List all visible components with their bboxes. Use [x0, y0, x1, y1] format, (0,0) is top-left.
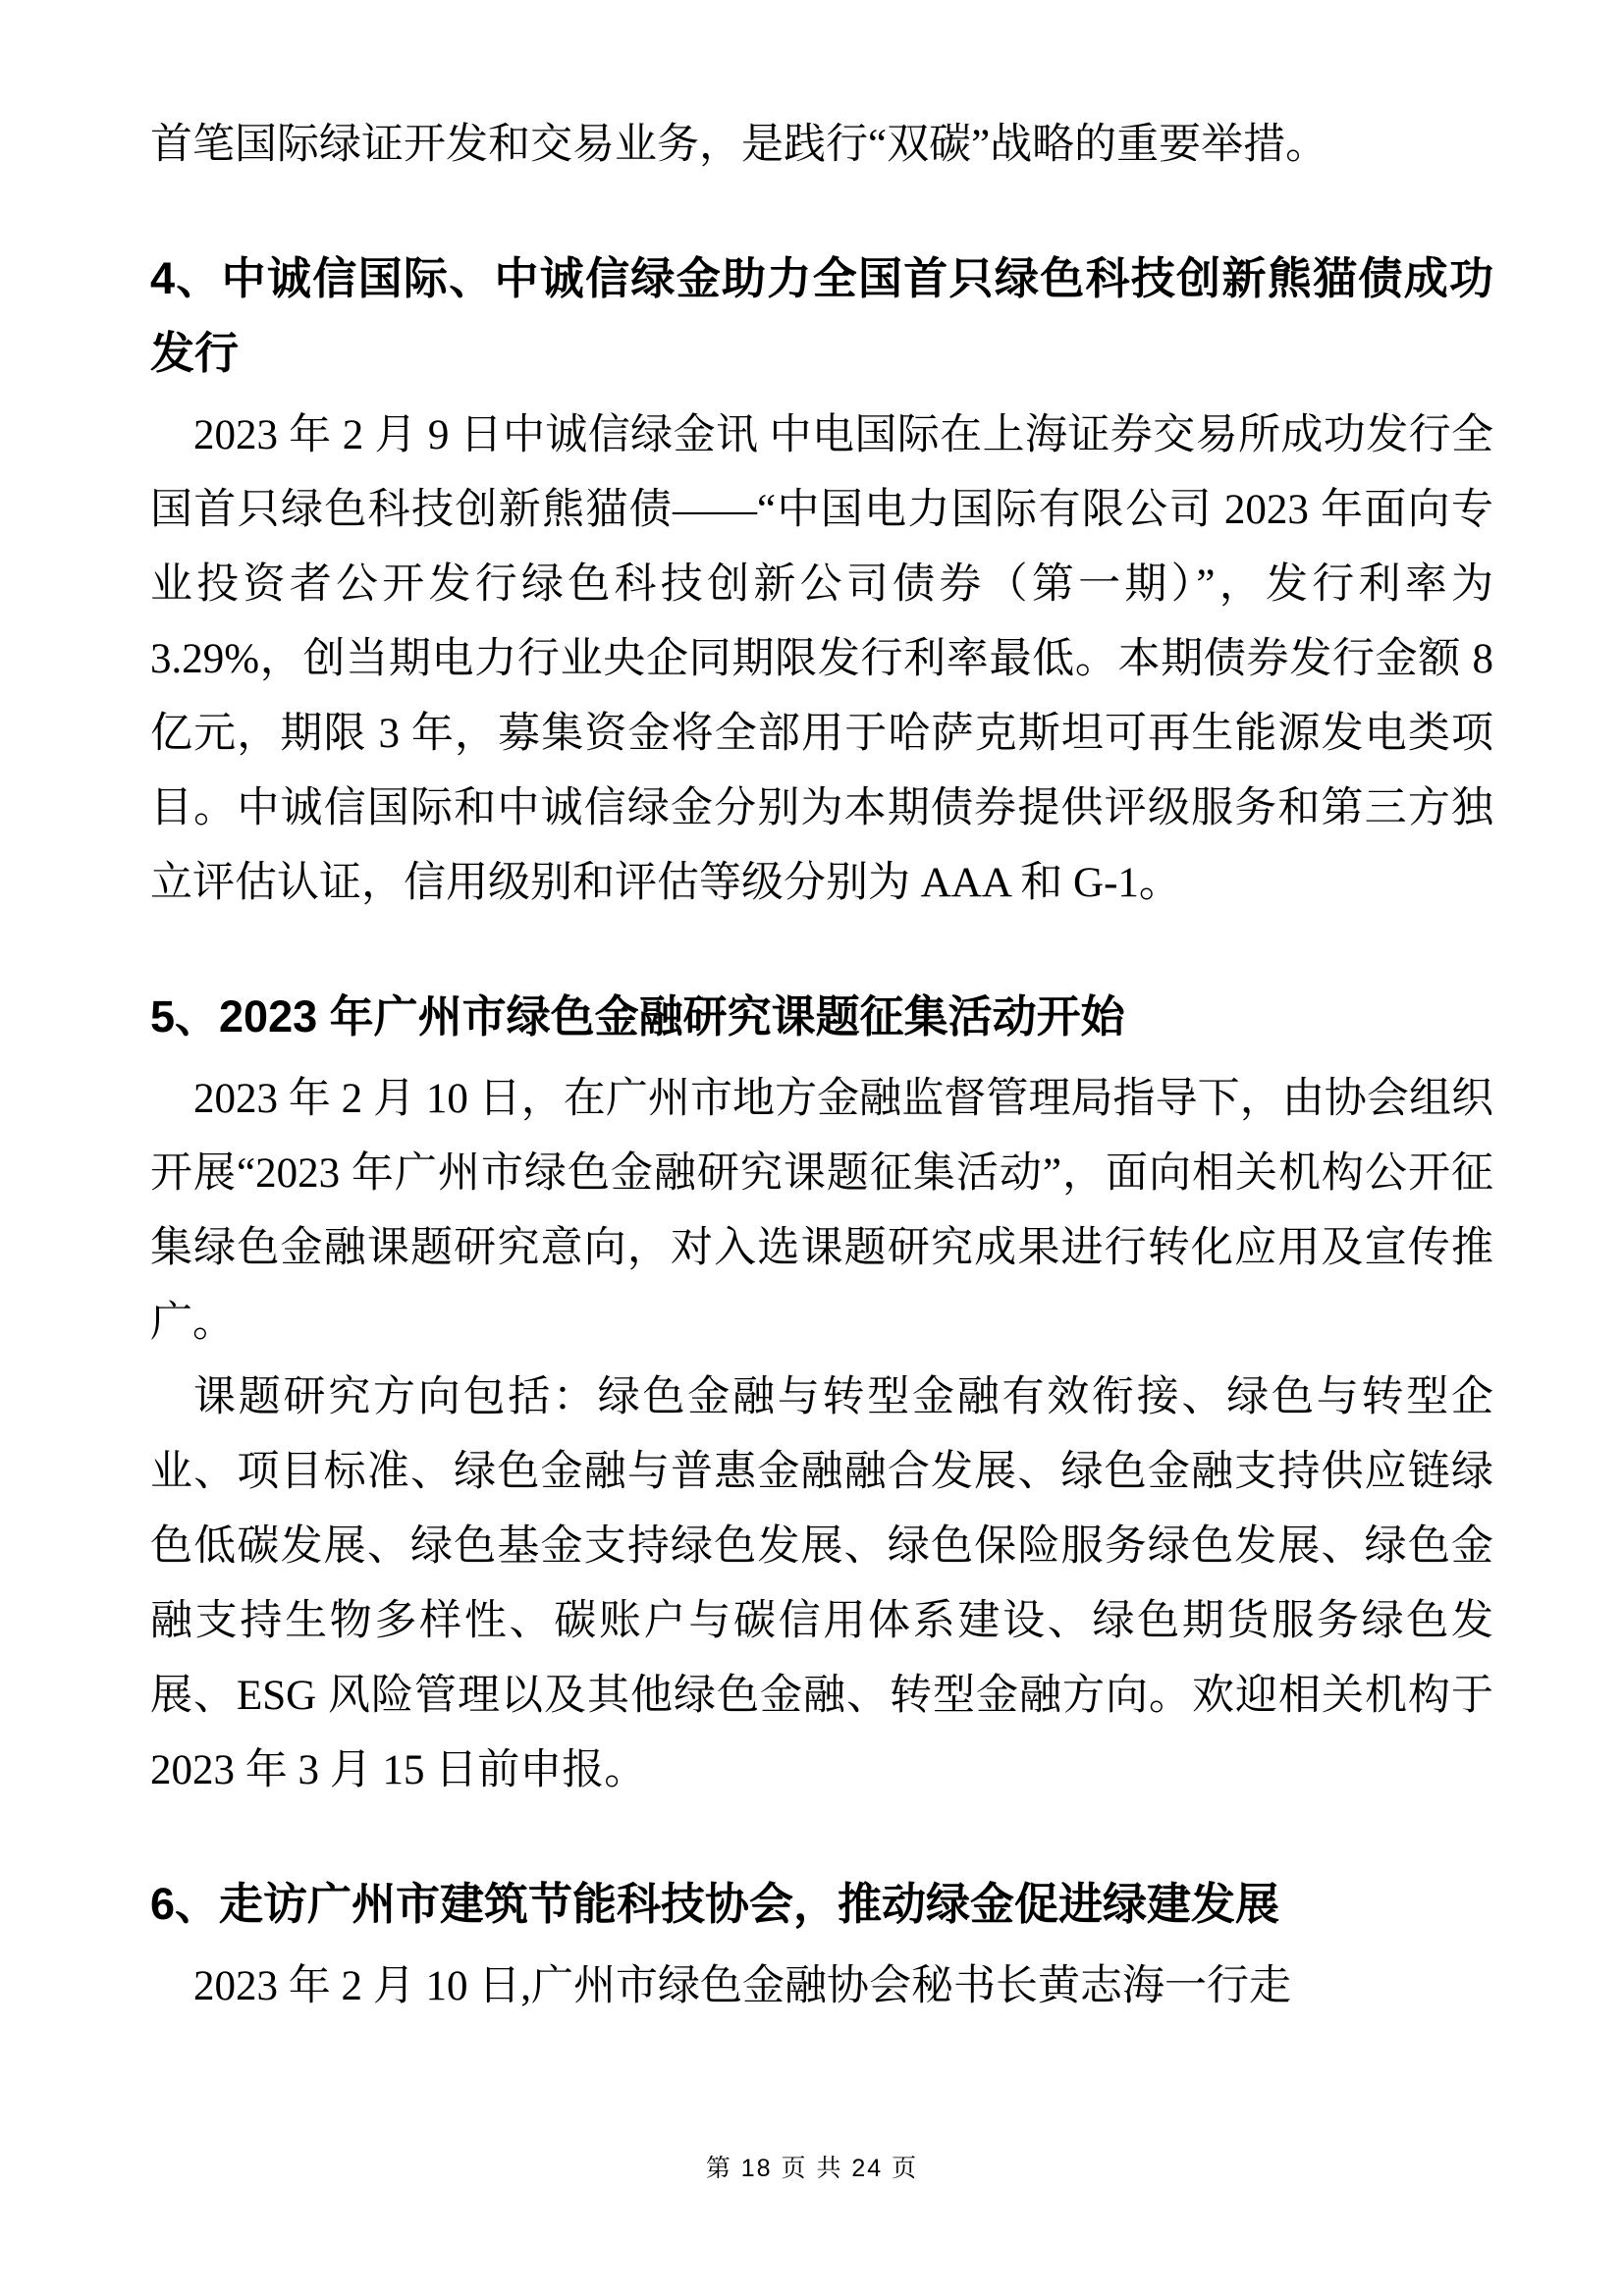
section-heading: 6、走访广州市建筑节能科技协会，推动绿金促进绿建发展 — [150, 1879, 1280, 1929]
page-footer: 第 18 页 共 24 页 — [705, 2155, 919, 2182]
body-paragraph: 课题研究方向包括：绿色金融与转型金融有效衔接、绿色与转型企业、项目标准、绿色金融与普惠金融融合发展、绿色金融支持供应链绿色低碳发展、绿色基金支持绿色发展、绿色保险服务绿色发展、绿色金融支持生物多样性、碳账户与碳信用体系建设、绿色期货服务绿色发展、ESG 风险管理以及其他绿色金融、转型金融方向。欢迎相关机构于 2023 年 3 月 15 日前申报。 — [150, 1374, 1493, 1793]
body-paragraph: 2023 年 2 月 10 日,广州市绿色金融协会秘书长黄志海一行走 — [193, 1963, 1291, 2009]
section-heading: 5、2023 年广州市绿色金融研究课题征集活动开始 — [150, 991, 1125, 1041]
section-heading: 4、中诚信国际、中诚信绿金助力全国首只绿色科技创新熊猫债成功发行 — [150, 253, 1493, 378]
document-body — [150, 108, 1493, 2024]
body-paragraph: 首笔国际绿证开发和交易业务，是践行“双碳”战略的重要举措。 — [150, 122, 1328, 168]
body-paragraph: 2023 年 2 月 10 日，在广州市地方金融监督管理局指导下，由协会组织开展“2023 年广州市绿色金融研究课题征集活动”，面向相关机构公开征集绿色金融课题研究意向，对入选课题研究成果进行转化应用及宣传推广。 — [150, 1076, 1493, 1346]
body-paragraph: 2023 年 2 月 9 日中诚信绿金讯 中电国际在上海证券交易所成功发行全国首只绿色科技创新熊猫债——“中国电力国际有限公司 2023 年面向专业投资者公开发行绿色科技创新公司债券（第一期）”，发行利率为 3.29%，创当期电力行业央企同期限发行利率最低。本期债券发行金额 8 亿元，期限 3 年，募集资金将全部用于哈萨克斯坦可再生能源发电类项目。中诚信国际和中诚信绿金分别为本期债券提供评级服务和第三方独立评估认证，信用级别和评估等级分别为 AAA 和 G-1。 — [150, 412, 1493, 906]
